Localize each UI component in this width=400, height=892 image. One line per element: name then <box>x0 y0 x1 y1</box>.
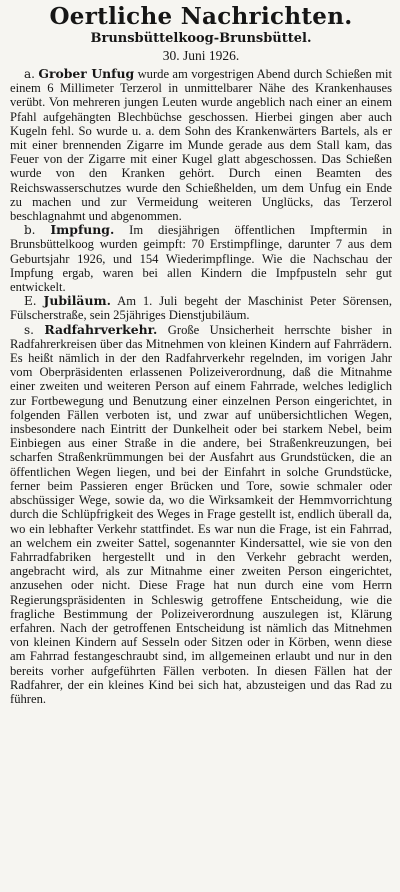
news-body: Am 1. Juli begeht der Maschinist Peter Sörensen, Fülscherstraße, sein 25jähriges Dienstjubiläum. <box>10 294 393 323</box>
news-item-radfahrverkehr <box>10 323 392 706</box>
news-heading: Impfung. <box>50 222 115 238</box>
news-body: Im diesjährigen öffentlichen Impftermin in Brunsbüttelkoog wurden geimpft: 70 Erstimpflinge, darunter 7 aus dem Geburtsjahr 1926, und 154 Wiederimpflinge. Wie die Nachschau der Impfung ergab, waren bei allen Kindern die Impfpusteln sehr gut entwickelt. <box>10 223 392 295</box>
locality-subtitle: Brunsbüttelkoog-Brunsbüttel. <box>90 31 312 46</box>
author-marker: s. <box>24 322 34 337</box>
author-marker: b. <box>24 223 36 238</box>
news-body: wurde am vorgestrigen Abend durch Schießen mit einem 6 Millimeter Terzerol in unmittelbarer Nähe des Krankenhauses verübt. Von mehreren jungen Leuten wurde angeblich nach einer an einem Pfahl aufgehängten Blechbüchse geschossen. Hierbei gingen aber auch Kugeln fehl. So wurde u. a. dem Sohn des Krankenwärters Bartels, als er mit einer brennenden Zigarre im Munde gerade aus dem Stall kam, das Feuer von der Zigarre mit einer Kugel glatt abgeschossen. Das Schießen wurde von den Kranken gehört. Durch einen Beamten des Reichswasserschutzes wurde den Schießhelden, um dem Unfug ein Ende zu machen und zur Vermeidung weiteren Unglücks, das Terzerol beschlagnahmt und abgenommen. <box>10 67 392 224</box>
news-item-jubilaeum <box>10 294 392 322</box>
masthead <box>10 4 392 64</box>
news-heading: Jubiläum. <box>43 293 111 309</box>
author-marker: E. <box>24 294 37 309</box>
news-body: Große Unsicherheit herrschte bisher in Radfahrerkreisen über das Mitnehmen von kleinen Kindern auf Fahrrädern. Es heißt nämlich in der den Radfahrverkehr regelnden, im vorigen Jahr vom Oberpräsidenten erlassenen Polizeiverordnung, daß die Mitnahme einer zweiten und weiteren Person auf einem Fahrrade, welches lediglich zur Fortbewegung und Benutzung einer einzelnen Person eingerichtet, in folgenden Fällen verboten ist, und zwar auf unübersichtlichen Wegen, insbesondere nach Eintritt der Dunkelheit oder bei starkem Nebel, beim Einbiegen aus einer Straße in die andere, bei Straßenkreuzungen, bei scharfen Straßenkrümmungen bei der Ausfahrt aus Grundstücken, die an öffentlichen Wegen liegen, und bei der Einfahrt in solche Grundstücke, ferner beim Passieren enger Brücken und Tore, sowie schmaler oder abschüssiger Wege, sowie da, wo die Wirksamkeit der Hemmvorrichtung durch die Schlüpfrigkeit des Weges in Frage gestellt ist, endlich überall da, wo ein lebhafter Verkehr stattfindet. Es war nun die Frage, ist ein Fahrrad, an welchem ein zweiter Sattel, sogenannter Kindersattel, wie sie von den Fahrradfabriken hergestellt und in den Verkehr gebracht werden, angebracht wird, als zur Mitnahme einer zweiten Person eingerichtet, anzusehen oder nicht. Diese Frage hat nun durch eine vom Herrn Regierungspräsidenten in Schleswig getroffene Entscheidung, wie die fragliche Bestimmung der Polizeiverordnung auszulegen ist, Klärung erfahren. Nach der getroffenen Entscheidung ist nämlich das Mitnehmen von kleinen Kindern auf Sesseln oder Sitzen oder in Körben, wenn diese am Fahrrad festangeschraubt sind, im allgemeinen erlaubt und nur in den bereits vorher aufgeführten Fällen verboten. In diesen Fällen hat der Radfahrer, der ein kleines Kind bei sich hat, abzusteigen und das Rad zu führen. <box>10 322 392 706</box>
section-title: Oertliche Nachrichten. <box>49 3 353 30</box>
author-marker: a. <box>24 67 35 81</box>
news-item-unfug <box>10 67 392 223</box>
news-item-impfung <box>10 223 392 294</box>
issue-date: 30. Juni 1926. <box>162 48 240 63</box>
news-heading: Radfahrverkehr. <box>44 321 158 337</box>
news-heading: Grober Unfug <box>38 66 135 81</box>
